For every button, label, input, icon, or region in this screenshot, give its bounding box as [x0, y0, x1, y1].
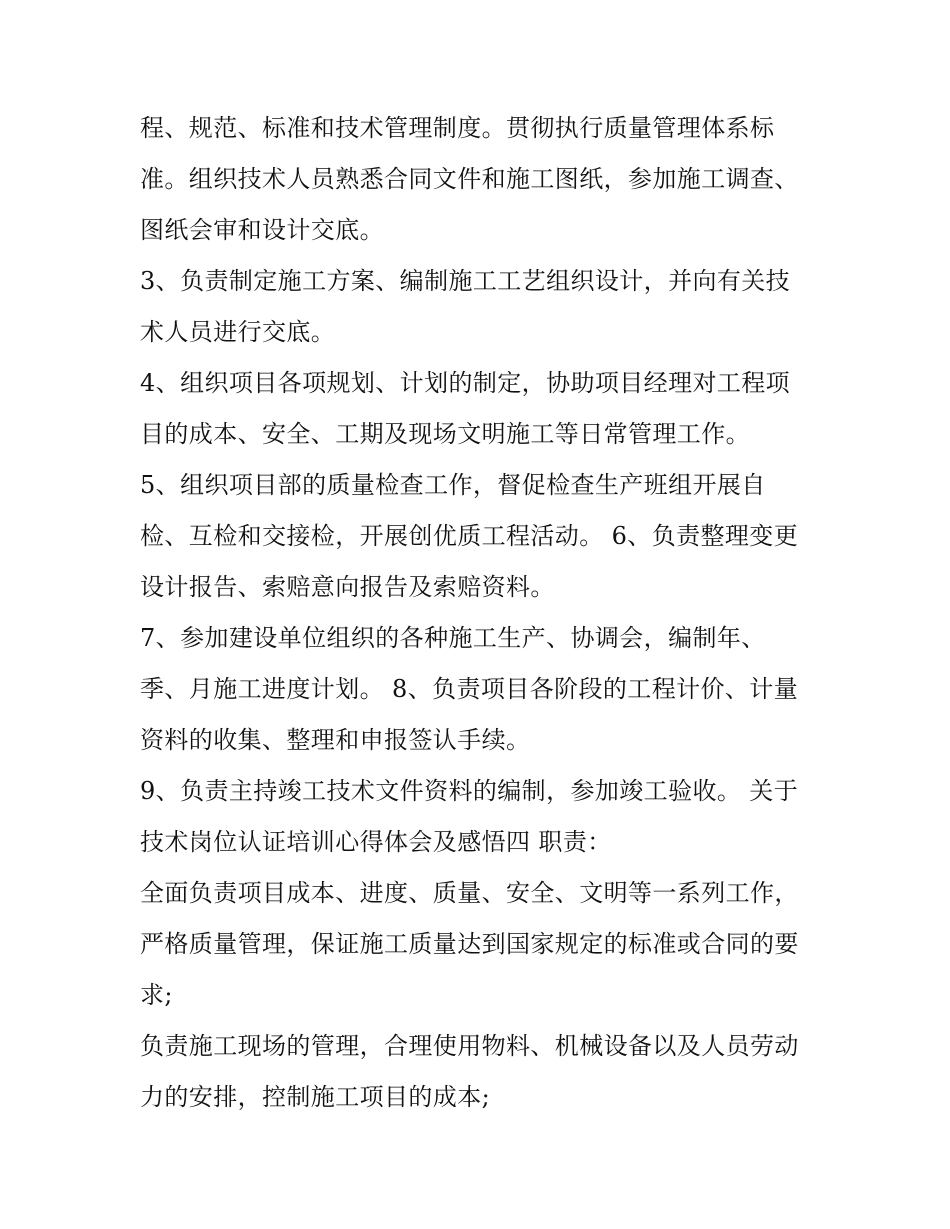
text-line: 资料的收集、整理和申报签认手续。 [140, 726, 531, 754]
text-line: 全面负责项目成本、进度、质量、安全、文明等一系列工作， [140, 879, 799, 907]
text-line: 9、负责主持竣工技术文件资料的编制，参加竣工验收。 关于 [140, 777, 799, 805]
text-line: 检、互检和交接检，开展创优质工程活动。 6、负责整理变更 [140, 522, 799, 550]
text-line: 设计报告、索赔意向报告及索赔资料。 [140, 573, 555, 601]
text-line: 目的成本、安全、工期及现场文明施工等日常管理工作。 [140, 420, 750, 448]
text-line: 技术岗位认证培训心得体会及感悟四 职责： [140, 828, 612, 856]
text-line: 术人员进行交底。 [140, 318, 336, 346]
text-line: 严格质量管理，保证施工质量达到国家规定的标准或合同的要 [140, 930, 799, 958]
text-line: 程、规范、标准和技术管理制度。贯彻执行质量管理体系标 [140, 114, 775, 142]
text-line: 5、组织项目部的质量检查工作，督促检查生产班组开展自 [140, 471, 766, 499]
text-line: 准。组织技术人员熟悉合同文件和施工图纸，参加施工调查、 [140, 165, 799, 193]
text-line: 7、参加建设单位组织的各种施工生产、协调会，编制年、 [140, 624, 766, 652]
text-line: 4、组织项目各项规划、计划的制定，协助项目经理对工程项 [140, 369, 791, 397]
text-line: 求; [140, 981, 173, 1009]
text-line: 3、负责制定施工方案、编制施工工艺组织设计，并向有关技 [140, 267, 791, 295]
document-body [140, 103, 820, 1123]
text-line: 季、月施工进度计划。 8、负责项目各阶段的工程计价、计量 [140, 675, 799, 703]
text-line: 图纸会审和设计交底。 [140, 216, 384, 244]
text-line: 力的安排，控制施工项目的成本; [140, 1083, 491, 1111]
text-line: 负责施工现场的管理，合理使用物料、机械设备以及人员劳动 [140, 1032, 799, 1060]
